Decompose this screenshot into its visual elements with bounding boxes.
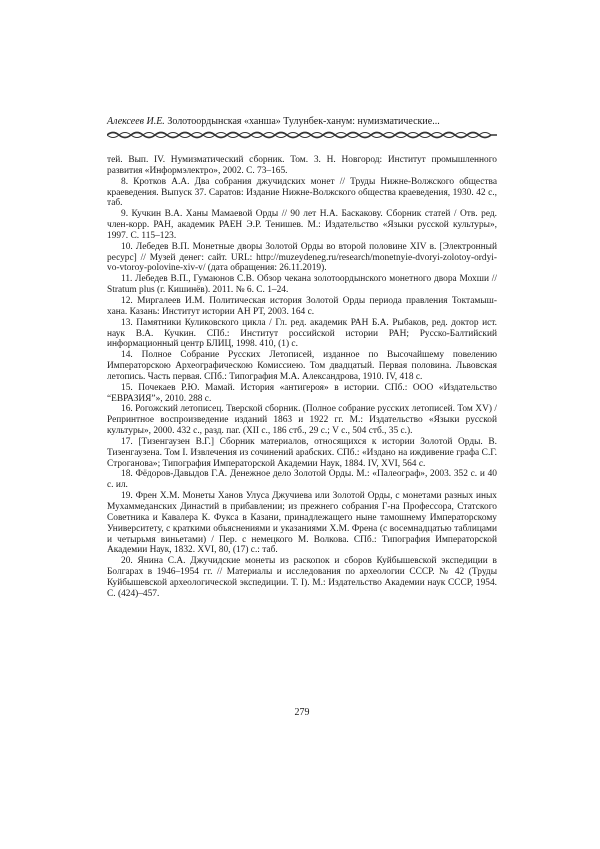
reference-item: 20. Янина С.А. Джучидские монеты из раскопок и сборов Куйбышевской экспедиции в Болгарах в 1946–1954 гг. // Материалы и исследования по археологии СССР. № 42 (Труды Куйбышевской археологической экспедиции. Т. I). М.: Издательство Академии наук СССР, 1954. С. (424)–457. <box>107 556 497 599</box>
reference-item: 10. Лебедев В.П. Монетные дворы Золотой Орды во второй половине XIV в. [Электронный ресурс] // Музей денег: сайт. URL: http://muzeydeneg.ru/research/monetnyie-dvoryi-zolotoy-ordyi-vo-vtoroy-polovine-xiv-v/ (дата обращения: 26.11.2019). <box>107 241 497 274</box>
reference-item: 11. Лебедев В.П., Гумаюнов С.В. Обзор чекана золотоордынского монетного двора Мохши // Stratum plus (г. Кишинёв). 2011. № 6. С. 1–24. <box>107 274 497 296</box>
running-head-author: Алексеев И.Е. <box>107 116 165 127</box>
reference-item: 17. [Тизенгаузен В.Г.] Сборник материалов, относящихся к истории Золотой Орды. В. Тизенгаузена. Том I. Извлечения из сочинений арабских. СПб.: «Издано на иждивение графа С.Г. Строганова»; Типография Императорской Академии Наук, 1884. IV, XVI, 564 с. <box>107 436 497 469</box>
reference-item: 13. Памятники Куликовского цикла / Гл. ред. академик РАН Б.А. Рыбаков, ред. доктор ист. наук В.А. Кучкин. СПб.: Институт российской истории РАН; Русско-Балтийский информационный центр БЛИЦ, 1998. 410, (1) с. <box>107 317 497 350</box>
header-ornament <box>107 130 497 140</box>
reference-item: 12. Миргалеев И.М. Политическая история Золотой Орды периода правления Токтамыш-хана. Казань: Институт истории АН РТ, 2003. 164 с. <box>107 295 497 317</box>
reference-item: 9. Кучкин В.А. Ханы Мамаевой Орды // 90 лет Н.А. Баскакову. Сборник статей / Отв. ред. член-корр. РАН, академик РАЕН Э.Р. Тенишев. М.: Издательство «Языки русской культуры», 1997. С. 115–123. <box>107 209 497 241</box>
reference-item: 8. Кротков А.А. Два собрания джучидских монет // Труды Нижне-Волжского общества краеведения. Выпуск 37. Саратов: Издание Нижне-Волжского общества краеведения, 1930. 42 с., таб. <box>107 176 497 209</box>
reference-item: тей. Вып. IV. Нумизматический сборник. Том. 3. Н. Новгород: Институт промышленного развития «Информэлектро», 2002. С. 73–165. <box>107 155 497 176</box>
reference-item: 18. Фёдоров-Давыдов Г.А. Денежное дело Золотой Орды. М.: «Палеограф», 2003. 352 с. и 40 с. ил. <box>107 469 497 491</box>
running-head <box>107 116 497 128</box>
reference-item: 15. Почекаев Р.Ю. Мамай. История «антигероя» в истории. СПб.: ООО «Издательство “ЕВРАЗИЯ”», 2010. 288 с. <box>107 382 497 404</box>
page-number: 279 <box>294 707 310 718</box>
reference-item: 16. Рогожский летописец. Тверской сборник. (Полное собрание русских летописей. Том XV) / Репринтное воспроизведение изданий 1863 и 1922 гг. М.: Издательство «Языки русской культуры», 2000. 432 с., разд. паг. (XII с., 186 стб., 29 с.; V с., 504 стб., 35 с.). <box>107 404 497 437</box>
reference-item: 19. Френ Х.М. Монеты Ханов Улуса Джучиева или Золотой Орды, с монетами разных иных Мухаммеданских Династий в прибавлении; из прежнего собрания Г-на Профессора, Статского Советника и Кавалера К. Фукса в Казани, принадлежащего ныне тамошнему Императорскому Университету, с краткими объяснениями и указаниями Х.М. Френа (с восемнадцатью таблицами и четырьмя виньетами) / Пер. с немецкого М. Волкова. СПб.: Типография Императорской Академии Наук, 1832. XVI, 80, (17) с.: таб. <box>107 491 497 556</box>
reference-list <box>107 155 497 600</box>
reference-item: 14. Полное Собрание Русских Летописей, изданное по Высочайшему повелению Императорскою Археографическою Комиссиею. Том двадцатый. Первая половина. Львовская летопись. Часть первая. СПб.: Типография М.А. Александрова, 1910. IV, 418 с. <box>107 350 497 382</box>
running-head-title: Золотоордынская «ханша» Тулунбек-ханум: нумизматические... <box>164 116 440 127</box>
